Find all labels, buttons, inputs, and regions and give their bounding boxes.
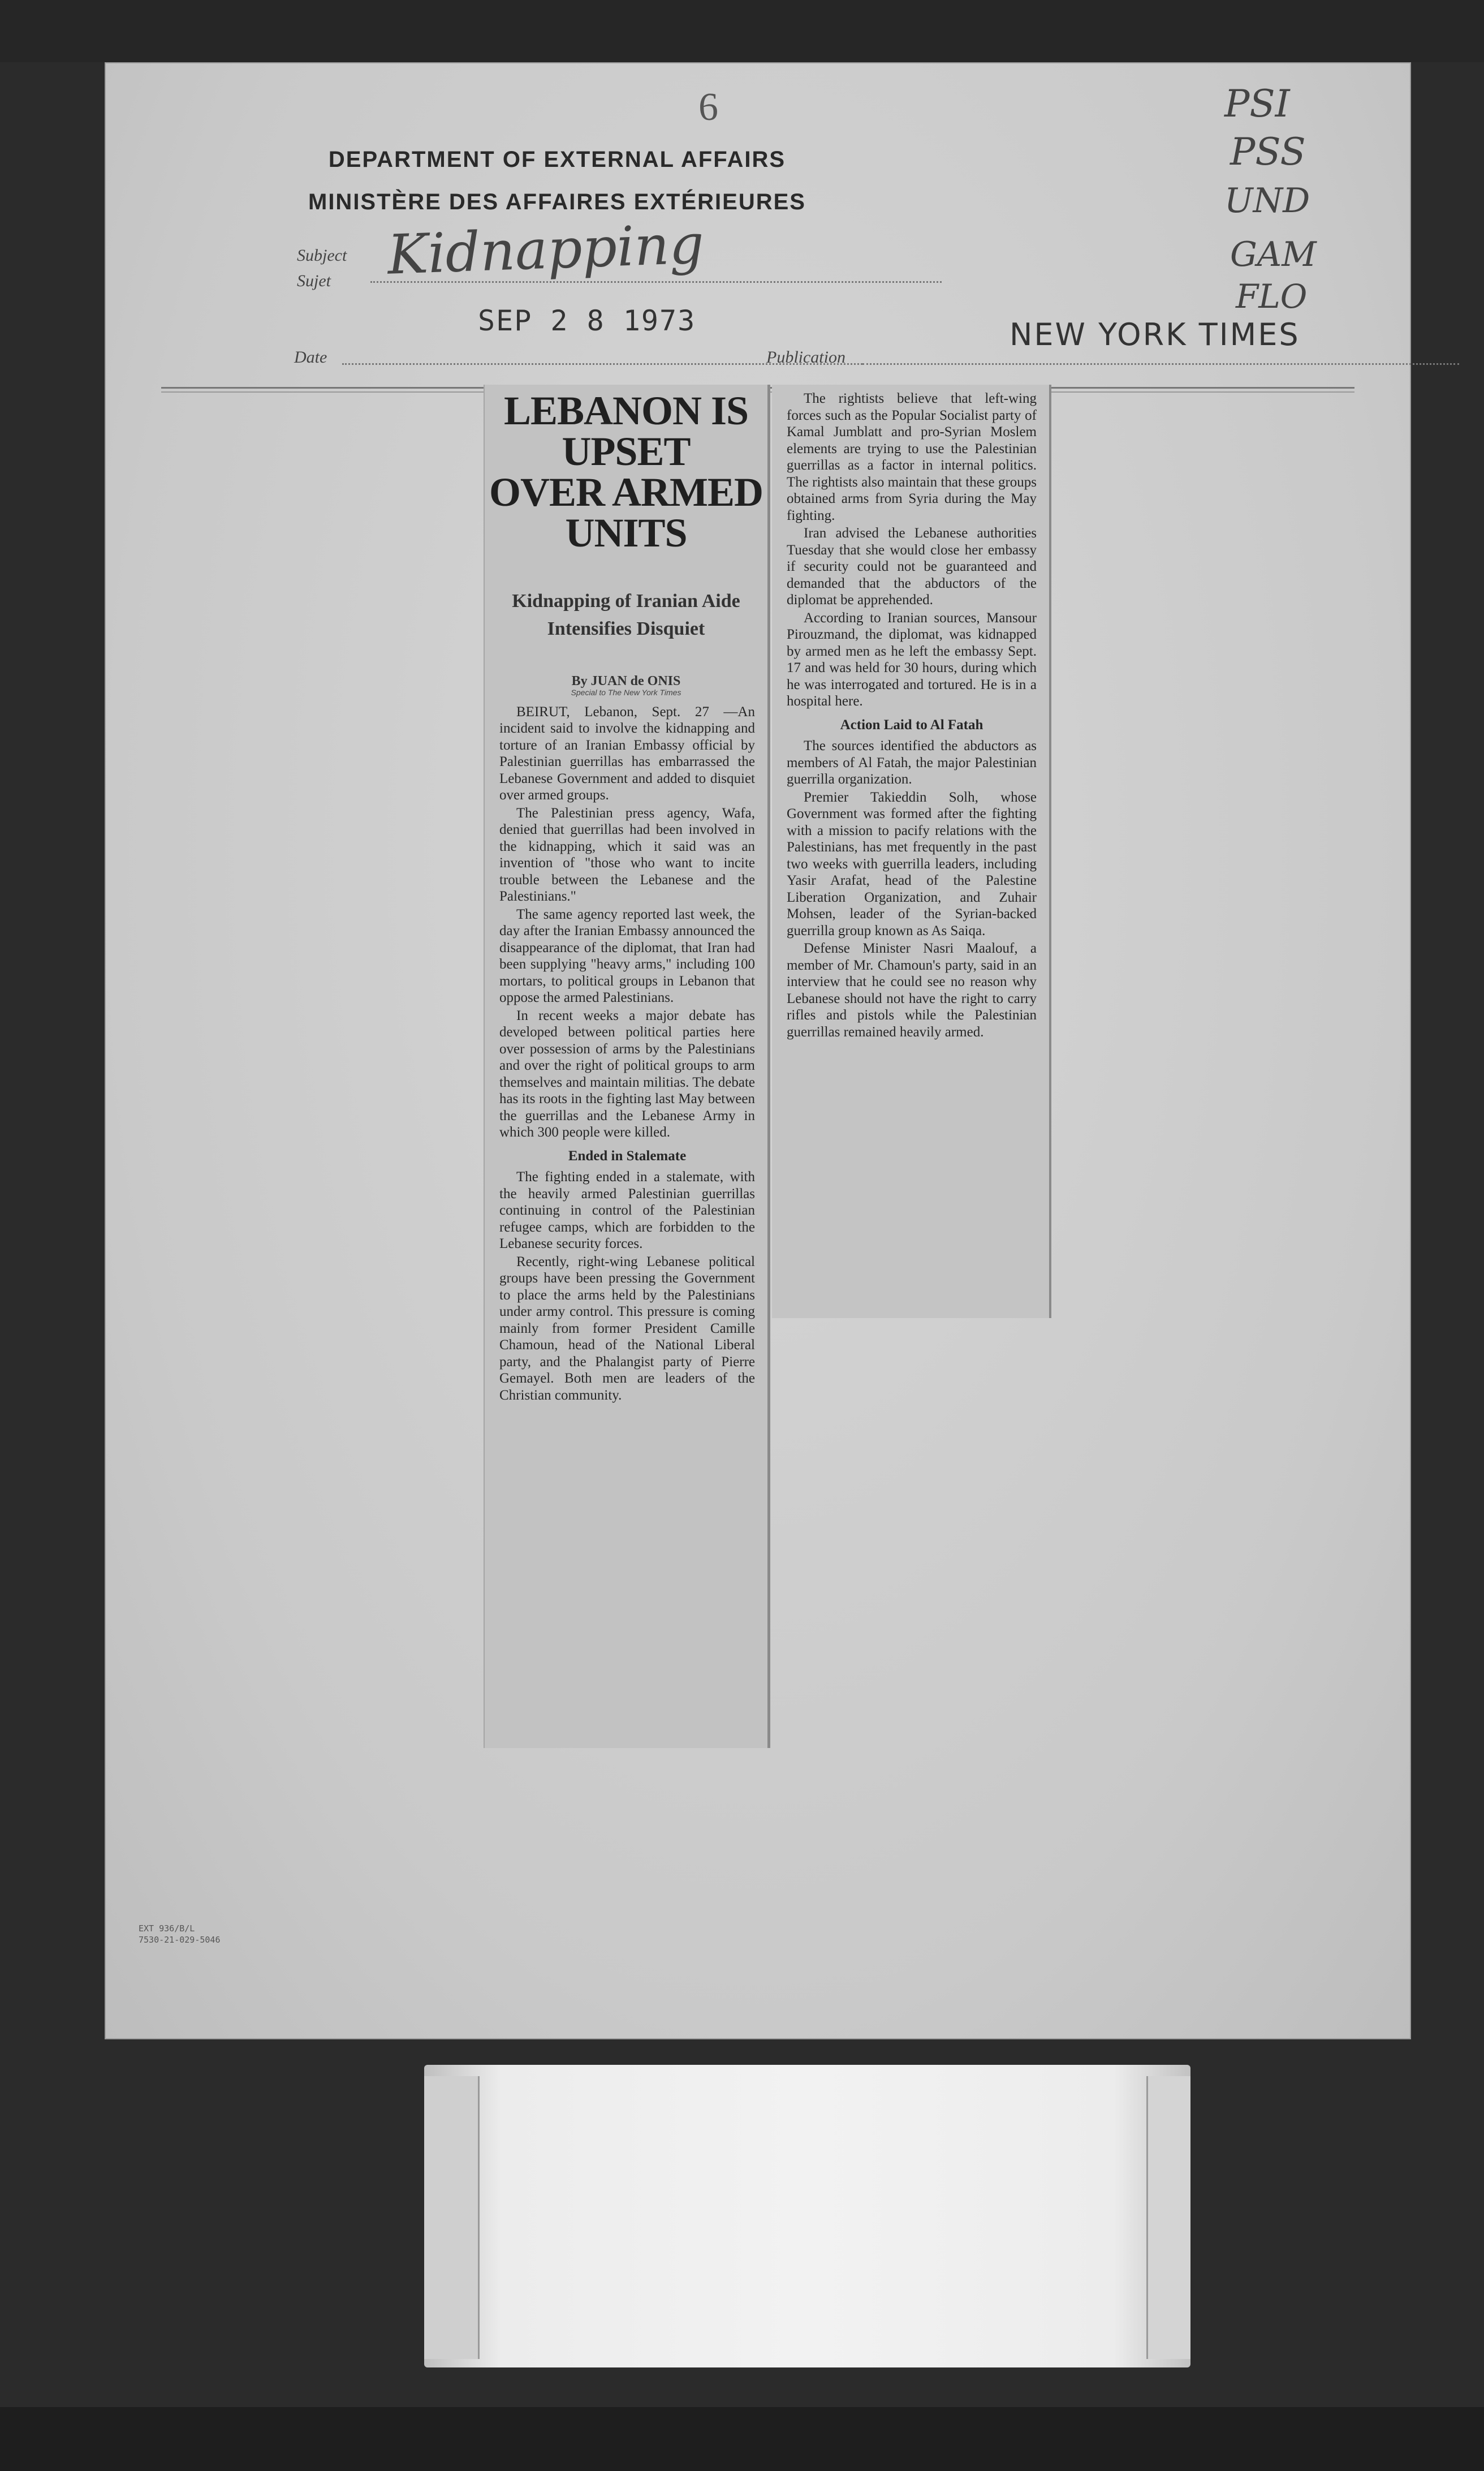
clipping-column-2 bbox=[772, 385, 1051, 1318]
routing-note-2: PSS bbox=[1230, 130, 1306, 174]
article-body-col1 bbox=[485, 704, 767, 1404]
headline-line-1: LEBANON IS UPSET bbox=[503, 388, 749, 474]
routing-note-4: GAM bbox=[1230, 235, 1317, 274]
slip-tab-left bbox=[424, 2076, 480, 2359]
film-frame-top bbox=[0, 0, 1484, 62]
date-stamp: SEP 2 8 1973 bbox=[478, 304, 696, 337]
date-label: Date bbox=[294, 348, 327, 367]
deck-line-2: Intensifies Disquiet bbox=[547, 618, 705, 640]
blank-paper-slip bbox=[424, 2065, 1190, 2367]
form-code-line-2: 7530-21-029-5046 bbox=[139, 1934, 221, 1945]
department-name-french: MINISTÈRE DES AFFAIRES EXTÉRIEURES bbox=[308, 190, 806, 214]
publication-label: Publication bbox=[766, 348, 845, 367]
deck-line-1: Kidnapping of Iranian Aide bbox=[512, 591, 740, 612]
slip-tab-right bbox=[1146, 2076, 1190, 2359]
article-body-col2 bbox=[772, 385, 1049, 1040]
subhead: Ended in Stalemate bbox=[568, 1148, 687, 1164]
film-frame-bottom bbox=[0, 2407, 1484, 2471]
headline bbox=[489, 388, 763, 556]
routing-note-1: PSI bbox=[1224, 82, 1290, 126]
byline: By JUAN de ONIS bbox=[571, 673, 681, 688]
page-number: 6 bbox=[698, 85, 718, 129]
form-code-line-1: EXT 936/B/L bbox=[139, 1923, 195, 1934]
paragraph: The same agency reported last week, the day after the Iranian Embassy announced the disappearance of the diplomat, that Iran had been supplying "heavy arms," including 100 mortars, to political groups in Lebanon that oppose the armed Palestinians. bbox=[499, 906, 755, 1006]
paragraph: The rightists believe that left-wing forces such as the Popular Socialist party of Kamal Jumblatt and pro-Syrian Moslem elements are trying to use the Palestinian guerrillas as a factor in internal politics. The rightists also maintain that these groups obtained arms from Syria during the May fighting. bbox=[787, 391, 1037, 523]
paragraph: Defense Minister Nasri Maalouf, a member of Mr. Chamoun's party, said in an interview that he could see no reason why Lebanese should not have the right to carry rifles and pistols while the Palestinian guerrillas remained heavily armed. bbox=[787, 941, 1037, 1040]
paragraph: BEIRUT, Lebanon, Sept. 27 —An incident said to involve the kidnapping and torture of an Iranian Embassy official by Palestinian guerrillas has embarrassed the Lebanese Government and added to disquiet over armed groups. bbox=[499, 704, 755, 803]
paragraph: In recent weeks a major debate has developed between political parties here over possession of arms by the Palestinians and over the right of political groups to arm themselves and maintain militias. The debate has its roots in the fighting last May between the guerrillas and the Lebanese Army in which 300 people were killed. bbox=[499, 1008, 755, 1140]
deck bbox=[490, 587, 762, 643]
clipping-column-1 bbox=[484, 385, 770, 1748]
paragraph: According to Iranian sources, Mansour Pirouzmand, the diplomat, was kidnapped by armed men as he left the embassy Sept. 17 and was held for 30 hours, during which he was interrogated and tortured. He is in a hospital here. bbox=[787, 610, 1037, 709]
paragraph: The fighting ended in a stalemate, with the heavily armed Palestinian guerrillas continuing in control of the Palestinian refugee camps, which are forbidden to the Lebanese security forces. bbox=[499, 1169, 755, 1252]
subject-label: Subject bbox=[297, 246, 347, 265]
paragraph: The sources identified the abductors as members of Al Fatah, the major Palestinian guerrilla organization. bbox=[787, 738, 1037, 787]
paragraph: The Palestinian press agency, Wafa, denied that guerrillas had been involved in the kidnapping, which it said was an invention of "those who want to incite trouble between the Lebanese and the Palestinians." bbox=[499, 805, 755, 905]
special-credit: Special to The New York Times bbox=[571, 687, 681, 697]
paragraph: Iran advised the Lebanese authorities Tuesday that she would close her embassy if security could not be guaranteed and demanded that the abductors of the diplomat be apprehended. bbox=[787, 526, 1037, 608]
paragraph: Recently, right-wing Lebanese political groups have been pressing the Government to place the arms held by the Palestinians under army control. This pressure is coming mainly from former President Camille Chamoun, head of the National Liberal party, and the Phalangist party of Pierre Gemayel. Both men are leaders of the Christian community. bbox=[499, 1254, 755, 1403]
paragraph: Premier Takieddin Solh, whose Government was formed after the fighting with a mission to pacify relations with the Palestinians, has met frequently in the past two weeks with guerrilla leaders, including Yasir Arafat, head of the Palestine Liberation Organization, and Zuhair Mohsen, leader of the Syrian-backed guerrilla group known as As Saiqa. bbox=[787, 789, 1037, 939]
form-code bbox=[139, 1923, 320, 1945]
document-page bbox=[105, 62, 1411, 2039]
subhead: Action Laid to Al Fatah bbox=[840, 717, 983, 733]
publication-line bbox=[862, 362, 1459, 365]
subject-value: Kidnapping bbox=[386, 212, 705, 287]
routing-note-3: UND bbox=[1224, 181, 1310, 221]
sujet-label: Sujet bbox=[297, 272, 331, 290]
headline-line-2: OVER ARMED UNITS bbox=[489, 470, 763, 556]
routing-note-5: FLO bbox=[1236, 277, 1308, 316]
publication-value: NEW YORK TIMES bbox=[1010, 317, 1300, 352]
department-name-english: DEPARTMENT OF EXTERNAL AFFAIRS bbox=[328, 147, 786, 172]
